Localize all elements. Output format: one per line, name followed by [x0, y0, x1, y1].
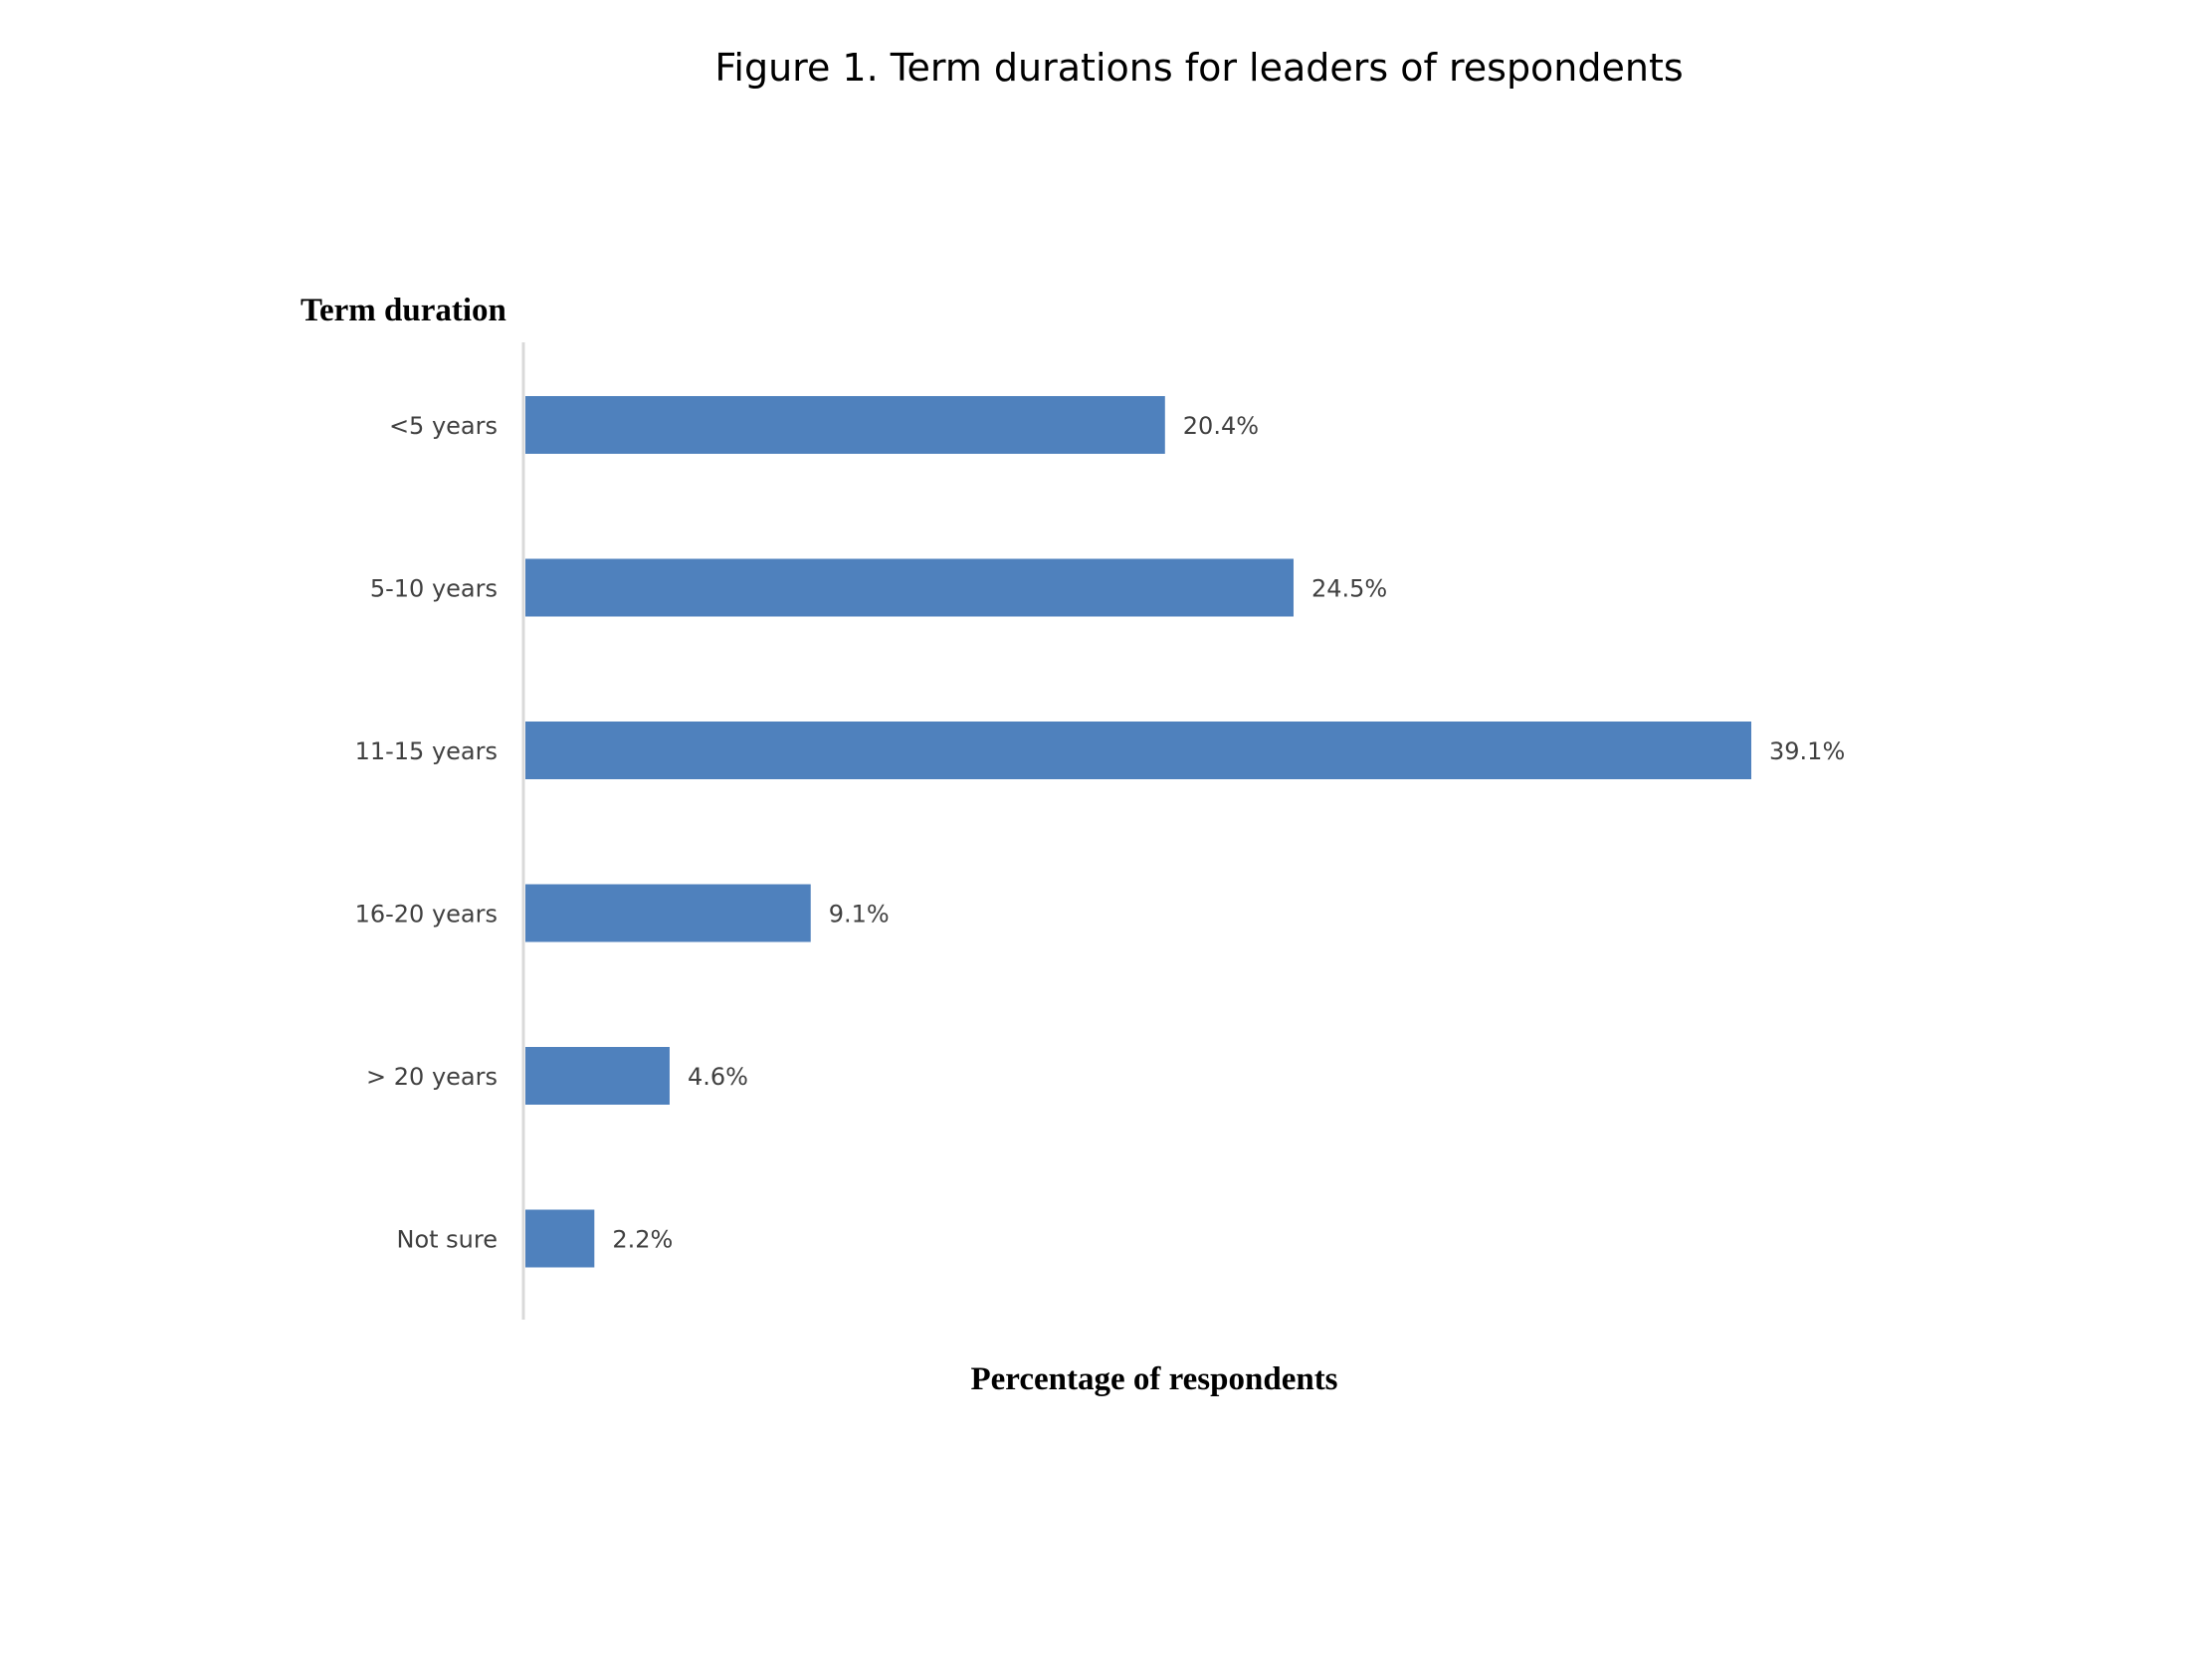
data-label: 39.1%: [1769, 737, 1846, 765]
data-label: 2.2%: [612, 1225, 674, 1254]
bar: [525, 722, 1751, 779]
data-label: 9.1%: [828, 900, 890, 929]
bar: [525, 1047, 670, 1105]
data-label: 24.5%: [1310, 574, 1388, 603]
x-axis-title: Percentage of respondents: [970, 1361, 1338, 1397]
category-label: > 20 years: [366, 1063, 498, 1091]
bar: [525, 1210, 594, 1268]
category-label: 16-20 years: [354, 900, 498, 929]
bars-group: [355, 396, 1846, 1268]
data-label: 4.6%: [687, 1063, 748, 1091]
category-label: Not sure: [396, 1225, 498, 1254]
bar: [525, 559, 1294, 617]
category-label: 11-15 years: [354, 737, 498, 765]
category-label: <5 years: [388, 412, 498, 440]
bar: [525, 396, 1165, 454]
bar: [525, 885, 811, 942]
y-axis-title: Term duration: [301, 293, 506, 328]
category-label: 5-10 years: [369, 574, 498, 603]
chart-title: Figure 1. Term durations for leaders of respondents: [714, 46, 1684, 90]
data-label: 20.4%: [1182, 412, 1260, 440]
